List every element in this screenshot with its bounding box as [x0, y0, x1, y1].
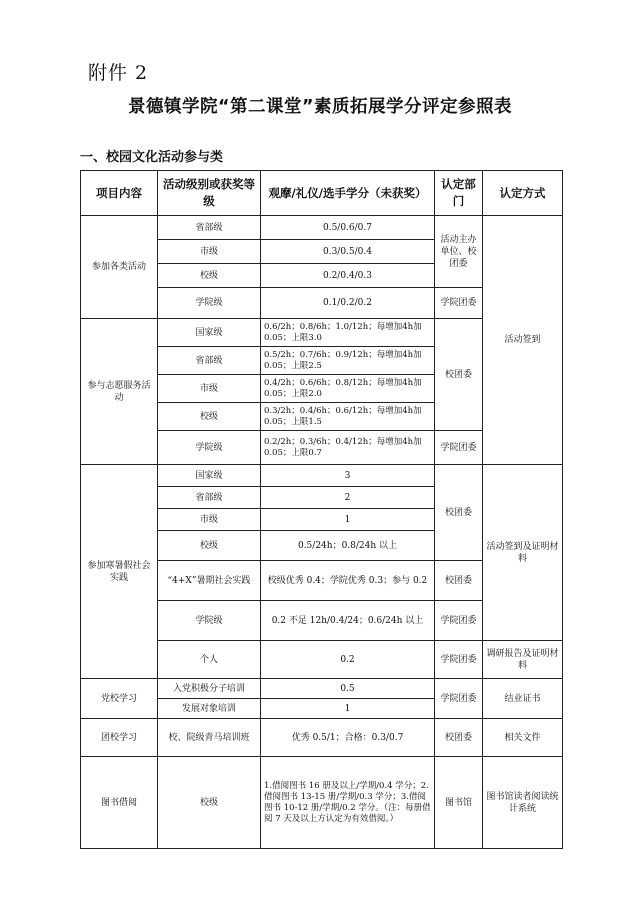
- credit-cell: 0.6/2h；0.8/6h；1.0/12h；每增加4h加0.05；上限3.0: [261, 319, 435, 347]
- dept-cell: 学院团委: [435, 431, 483, 465]
- header-credit: 观摩/礼仪/选手学分（未获奖）: [261, 171, 435, 216]
- credit-cell: 0.5: [261, 679, 435, 699]
- credit-cell: 0.4/2h；0.6/6h；0.8/12h；每增加4h加0.05；上限2.0: [261, 375, 435, 403]
- item-cell: 参与志愿服务活动: [81, 319, 158, 465]
- level-cell: 市级: [158, 509, 261, 531]
- credit-cell: 校级优秀 0.4；学院优秀 0.3；参与 0.2: [261, 561, 435, 601]
- table-header-row: [81, 171, 563, 216]
- table-row: [81, 465, 563, 487]
- credit-cell: 0.2: [261, 641, 435, 679]
- header-level: 活动级别或获奖等级: [158, 171, 261, 216]
- method-cell: 相关文件: [483, 719, 563, 757]
- item-cell: 参加寒暑假社会实践: [81, 465, 158, 679]
- level-cell: 校级: [158, 403, 261, 431]
- credit-cell: 0.2 不足 12h/0.4/24；0.6/24h 以上: [261, 601, 435, 641]
- level-cell: 校级: [158, 531, 261, 561]
- credit-cell: 0.2/2h；0.3/6h；0.4/12h；每增加4h加0.05；上限0.7: [261, 431, 435, 465]
- table-row: [81, 679, 563, 699]
- dept-cell: 校团委: [435, 319, 483, 431]
- level-cell: 市级: [158, 240, 261, 264]
- level-cell: 学院级: [158, 288, 261, 319]
- header-dept: 认定部门: [435, 171, 483, 216]
- dept-cell: 学院团委: [435, 601, 483, 641]
- item-cell: 图书借阅: [81, 757, 158, 849]
- credit-cell: 0.3/0.5/0.4: [261, 240, 435, 264]
- credit-table: [80, 170, 563, 849]
- level-cell: 省部级: [158, 216, 261, 240]
- method-cell: 结业证书: [483, 679, 563, 719]
- dept-cell: 学院团委: [435, 679, 483, 719]
- level-cell: 个人: [158, 641, 261, 679]
- dept-cell: 校团委: [435, 719, 483, 757]
- level-cell: 校级: [158, 264, 261, 288]
- dept-cell: 校团委: [435, 561, 483, 601]
- section-heading: 一、校园文化活动参与类: [80, 150, 224, 165]
- attachment-label: 附件 2: [88, 62, 149, 84]
- item-cell: 党校学习: [81, 679, 158, 719]
- level-cell: 入党积极分子培训: [158, 679, 261, 699]
- credit-cell: 1.借阅图书 16 册及以上/学期/0.4 学分；2.借阅图书 13-15 册/学期/0.3 学分；3.借阅图书 10-12 册/学期/0.2 学分。（注：每册借阅 7 天及以上方认定为有效借阅。）: [261, 757, 435, 849]
- level-cell: “4+X”暑期社会实践: [158, 561, 261, 601]
- credit-cell: 1: [261, 509, 435, 531]
- credit-cell: 2: [261, 487, 435, 509]
- table-row: [81, 719, 563, 757]
- dept-cell: 图书馆: [435, 757, 483, 849]
- level-cell: 市级: [158, 375, 261, 403]
- level-cell: 校级: [158, 757, 261, 849]
- credit-cell: 1: [261, 699, 435, 719]
- level-cell: 省部级: [158, 487, 261, 509]
- table-row: [81, 757, 563, 849]
- credit-cell: 0.1/0.2/0.2: [261, 288, 435, 319]
- level-cell: 学院级: [158, 601, 261, 641]
- dept-cell: 活动主办单位、校团委: [435, 216, 483, 288]
- item-cell: 团校学习: [81, 719, 158, 757]
- method-cell: 调研报告及证明材料: [483, 641, 563, 679]
- credit-cell: 优秀 0.5/1；合格：0.3/0.7: [261, 719, 435, 757]
- credit-cell: 0.3/2h；0.4/6h；0.6/12h；每增加4h加0.05；上限1.5: [261, 403, 435, 431]
- level-cell: 校、院级青马培训班: [158, 719, 261, 757]
- table-row: [81, 216, 563, 240]
- method-cell: 活动签到: [483, 216, 563, 465]
- method-cell: 活动签到及证明材料: [483, 465, 563, 641]
- item-cell: 参加各类活动: [81, 216, 158, 319]
- dept-cell: 校团委: [435, 465, 483, 561]
- header-item: 项目内容: [81, 171, 158, 216]
- credit-cell: 0.5/24h；0.8/24h 以上: [261, 531, 435, 561]
- dept-cell: 学院团委: [435, 641, 483, 679]
- document-title: 景德镇学院“第二课堂”素质拓展学分评定参照表: [127, 97, 512, 117]
- credit-cell: 0.5/2h；0.7/6h；0.9/12h；每增加4h加0.05；上限2.5: [261, 347, 435, 375]
- level-cell: 发展对象培训: [158, 699, 261, 719]
- level-cell: 国家级: [158, 465, 261, 487]
- level-cell: 学院级: [158, 431, 261, 465]
- dept-cell: 学院团委: [435, 288, 483, 319]
- level-cell: 省部级: [158, 347, 261, 375]
- level-cell: 国家级: [158, 319, 261, 347]
- method-cell: 图书馆读者阅读统计系统: [483, 757, 563, 849]
- credit-cell: 3: [261, 465, 435, 487]
- header-method: 认定方式: [483, 171, 563, 216]
- credit-cell: 0.5/0.6/0.7: [261, 216, 435, 240]
- credit-cell: 0.2/0.4/0.3: [261, 264, 435, 288]
